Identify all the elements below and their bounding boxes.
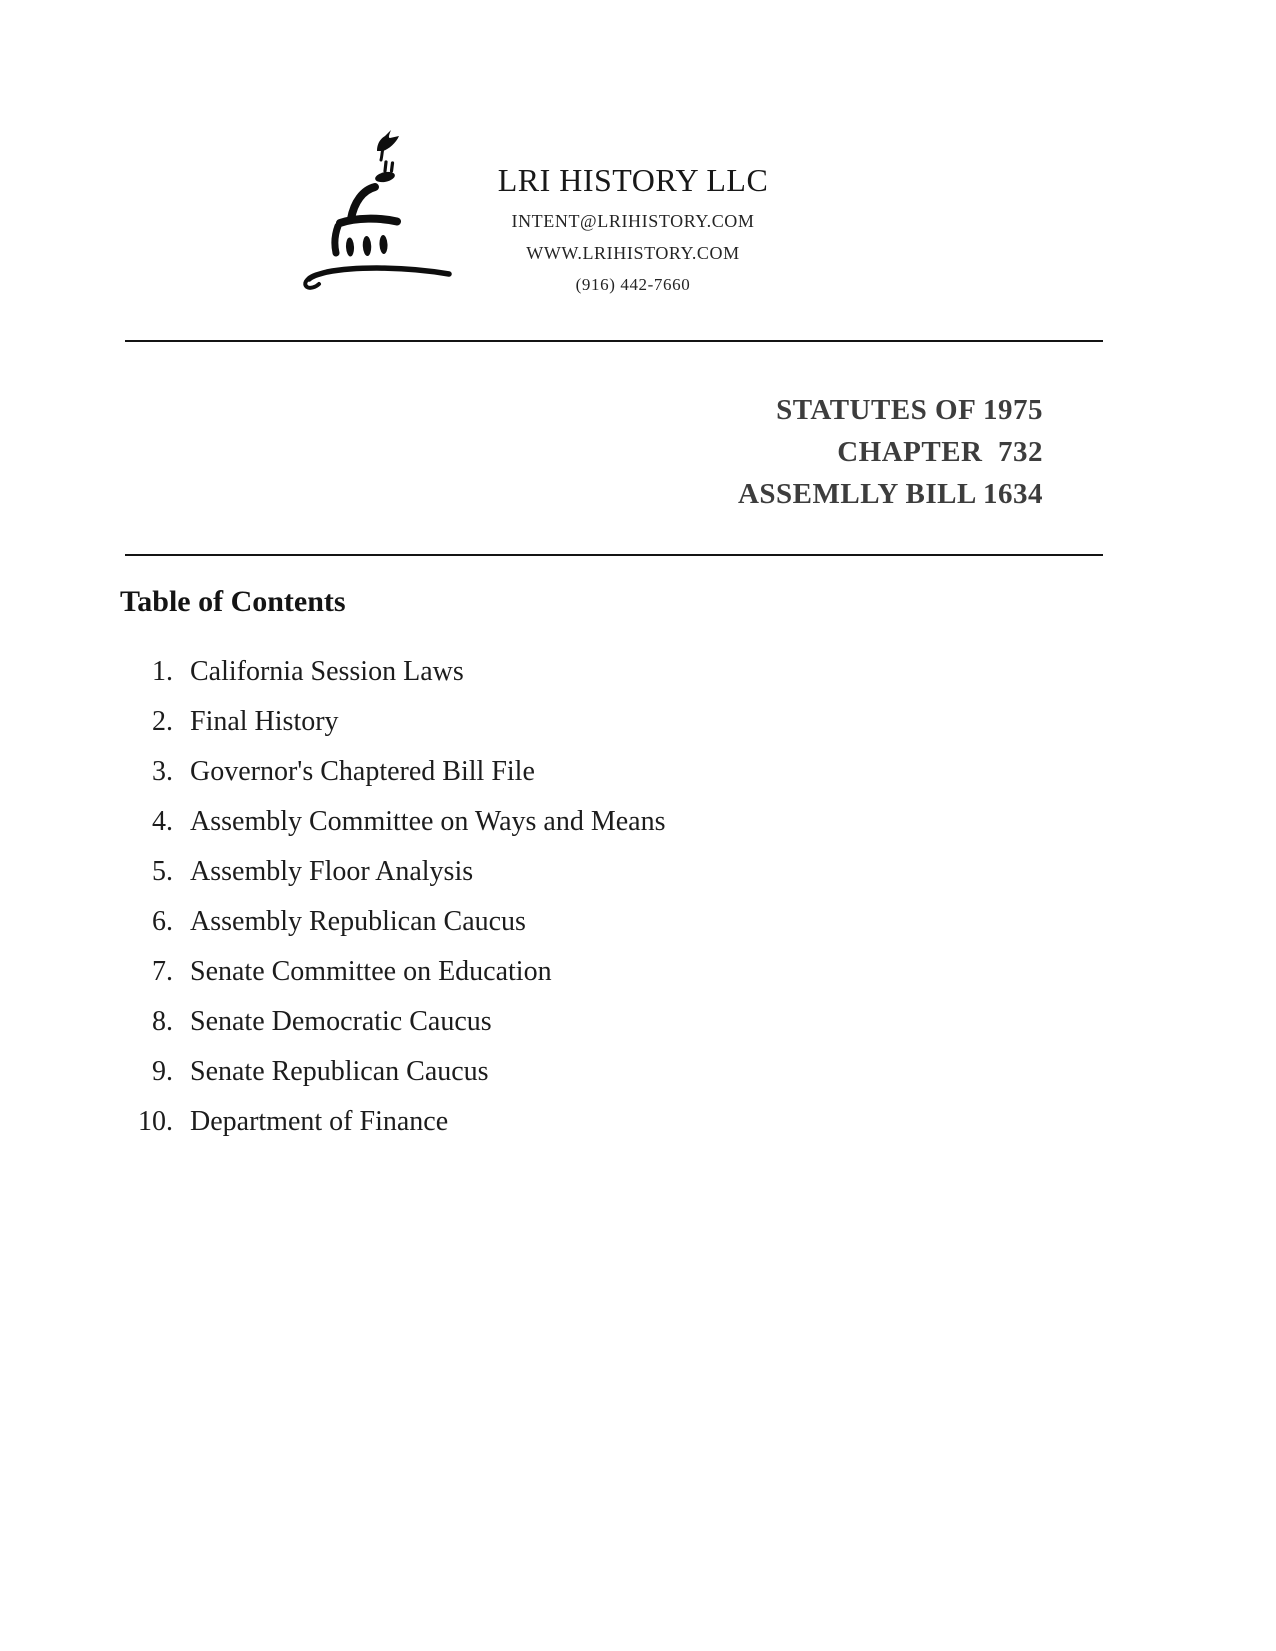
toc-item-number: 8. bbox=[152, 1006, 173, 1037]
divider-top bbox=[125, 340, 1103, 342]
toc-item-label: Senate Republican Caucus bbox=[190, 1056, 489, 1087]
toc-item-number: 2. bbox=[152, 706, 173, 737]
toc-item-label: Assembly Committee on Ways and Means bbox=[190, 806, 666, 837]
toc-item-number: 4. bbox=[152, 806, 173, 837]
toc-item bbox=[120, 757, 1060, 787]
toc-item-label: Senate Committee on Education bbox=[190, 956, 552, 987]
toc-item-label: Governor's Chaptered Bill File bbox=[190, 756, 535, 787]
toc-item-number: 7. bbox=[152, 956, 173, 987]
toc-item-label: Final History bbox=[190, 706, 339, 737]
toc-list bbox=[120, 657, 1060, 1157]
toc-item bbox=[120, 1057, 1060, 1087]
toc-item-label: Senate Democratic Caucus bbox=[190, 1006, 492, 1037]
toc-item-number: 9. bbox=[152, 1056, 173, 1087]
statutes-line: STATUTES OF 1975 bbox=[776, 394, 1043, 426]
company-email: INTENT@LRIHISTORY.COM bbox=[511, 211, 755, 231]
divider-bottom bbox=[125, 554, 1103, 556]
chapter-line: CHAPTER 732 bbox=[837, 436, 1043, 468]
assembly-bill-line: ASSEMLLY BILL 1634 bbox=[737, 478, 1043, 510]
company-website: WWW.LRIHISTORY.COM bbox=[526, 243, 740, 263]
company-phone: (916) 442-7660 bbox=[575, 275, 691, 294]
toc-item-number: 1. bbox=[152, 656, 173, 687]
toc-item-label: Assembly Floor Analysis bbox=[190, 856, 474, 887]
toc-item-label: Assembly Republican Caucus bbox=[190, 906, 526, 937]
toc-item bbox=[120, 807, 1060, 837]
toc-item-number: 10. bbox=[138, 1106, 173, 1137]
toc-item bbox=[120, 707, 1060, 737]
letterhead bbox=[333, 163, 933, 294]
toc-item-number: 6. bbox=[152, 906, 173, 937]
toc-item bbox=[120, 657, 1060, 687]
toc-title: Table of Contents bbox=[120, 585, 346, 618]
toc-item bbox=[120, 957, 1060, 987]
toc-item bbox=[120, 857, 1060, 887]
toc-item-number: 3. bbox=[152, 756, 173, 787]
document-heading bbox=[738, 389, 1043, 515]
toc-item bbox=[120, 907, 1060, 937]
toc-item-label: Department of Finance bbox=[190, 1106, 449, 1137]
company-name: LRI HISTORY LLC bbox=[497, 162, 769, 198]
toc-item bbox=[120, 1107, 1060, 1137]
toc-item bbox=[120, 1007, 1060, 1037]
toc-item-label: California Session Laws bbox=[190, 656, 464, 687]
toc-item-number: 5. bbox=[152, 856, 173, 887]
